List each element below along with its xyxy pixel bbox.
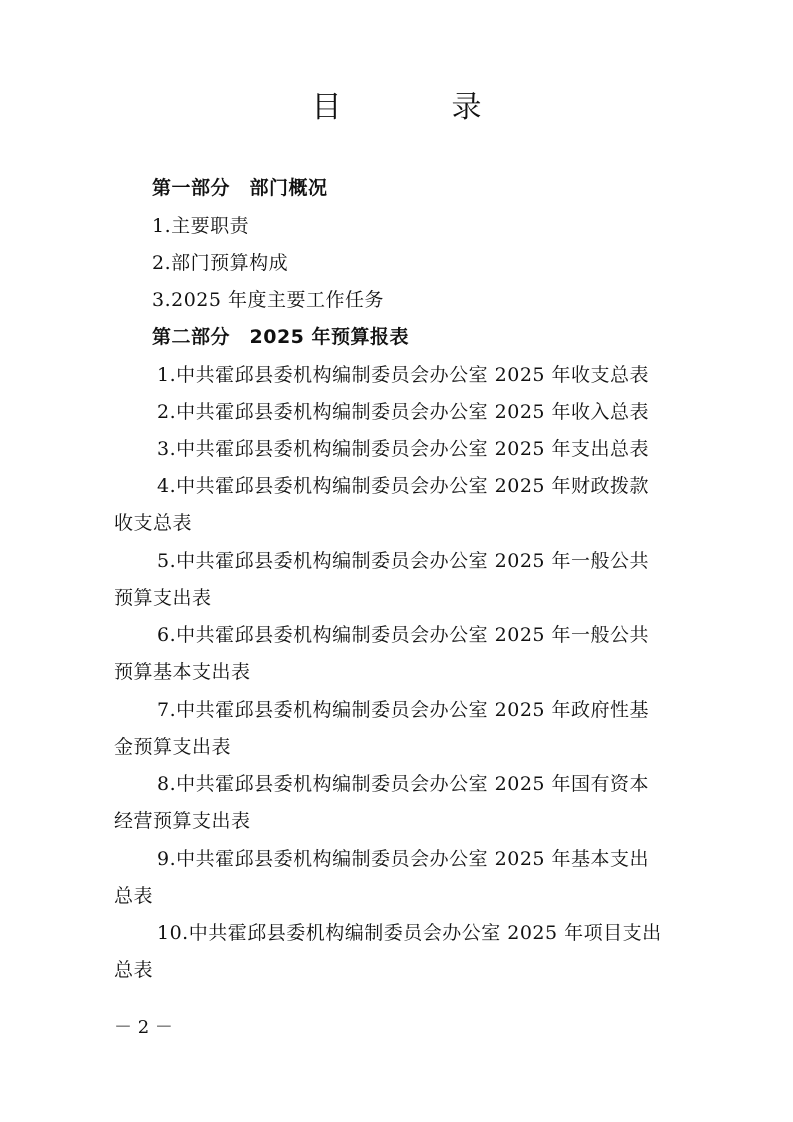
part2-item-8-continued: 经营预算支出表 xyxy=(114,810,251,832)
part2-heading: 第二部分 2025 年预算报表 xyxy=(152,326,409,348)
part1-item-2: 2.部门预算构成 xyxy=(152,252,289,274)
part2-item-10-continued: 总表 xyxy=(114,959,154,981)
part2-item-7: 7.中共霍邱县委机构编制委员会办公室 2025 年政府性基 xyxy=(157,699,650,721)
part2-item-2: 2.中共霍邱县委机构编制委员会办公室 2025 年收入总表 xyxy=(157,401,650,423)
part2-item-10: 10.中共霍邱县委机构编制委员会办公室 2025 年项目支出 xyxy=(157,922,662,944)
part2-item-1: 1.中共霍邱县委机构编制委员会办公室 2025 年收支总表 xyxy=(157,364,650,386)
part2-item-3: 3.中共霍邱县委机构编制委员会办公室 2025 年支出总表 xyxy=(157,438,650,460)
part1-heading: 第一部分 部门概况 xyxy=(152,177,328,199)
part2-item-4: 4.中共霍邱县委机构编制委员会办公室 2025 年财政拨款 xyxy=(157,475,650,497)
part1-item-3: 3.2025 年度主要工作任务 xyxy=(152,289,385,311)
page-number: － 2 － xyxy=(114,1017,173,1038)
page-title: 目 录 xyxy=(311,90,522,125)
part2-item-6-continued: 预算基本支出表 xyxy=(114,661,251,683)
part2-item-5: 5.中共霍邱县委机构编制委员会办公室 2025 年一般公共 xyxy=(157,550,650,572)
part2-item-7-continued: 金预算支出表 xyxy=(114,736,232,758)
part2-item-4-continued: 收支总表 xyxy=(114,512,193,534)
part1-item-1: 1.主要职责 xyxy=(152,215,250,237)
part2-item-9: 9.中共霍邱县委机构编制委员会办公室 2025 年基本支出 xyxy=(157,848,650,870)
part2-item-6: 6.中共霍邱县委机构编制委员会办公室 2025 年一般公共 xyxy=(157,624,650,646)
part2-item-8: 8.中共霍邱县委机构编制委员会办公室 2025 年国有资本 xyxy=(157,773,650,795)
part2-item-5-continued: 预算支出表 xyxy=(114,587,212,609)
part2-item-9-continued: 总表 xyxy=(114,885,154,907)
